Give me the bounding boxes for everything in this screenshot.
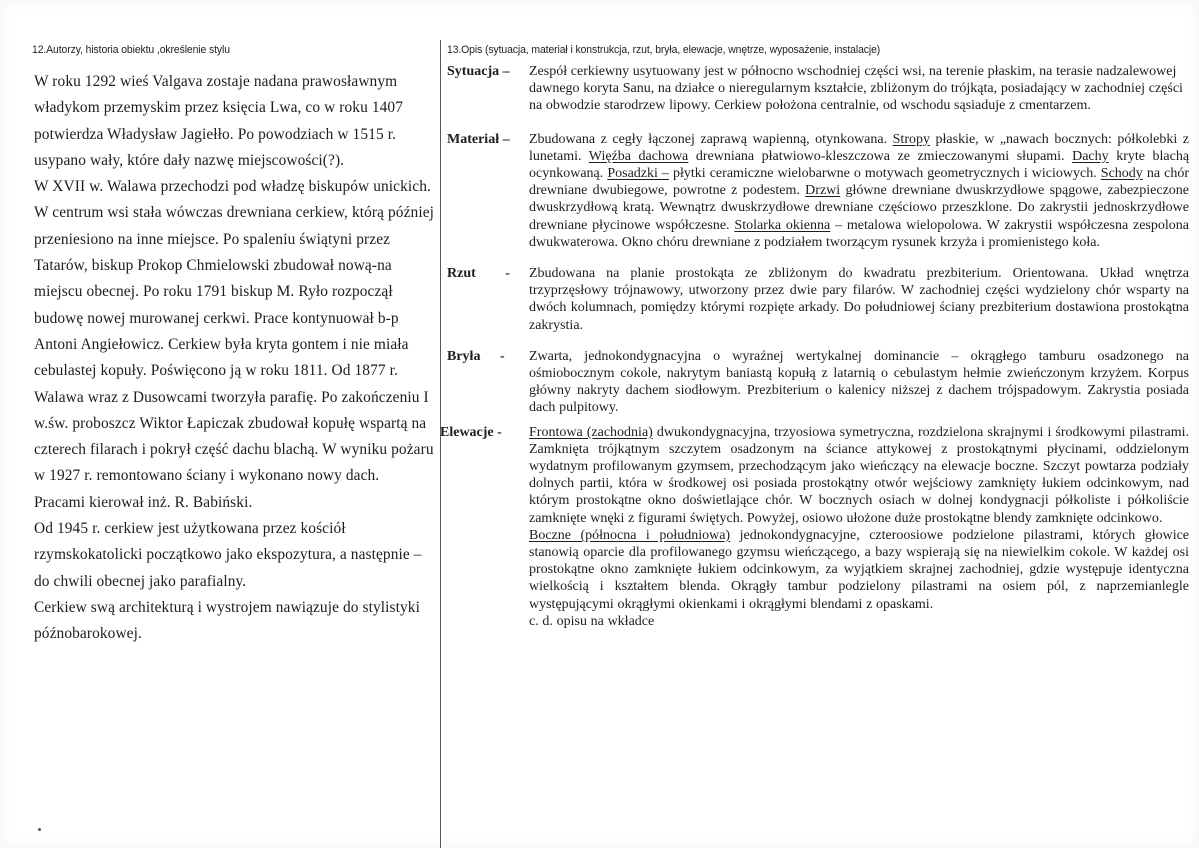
material-text-5: płytki ceramiczne wielobarwne o motywach geometrycznych i wiciowych.: [673, 166, 1097, 182]
history-header: 12.Autorzy, historia obiektu ,określenie stylu: [32, 44, 230, 56]
elewacje-boczne: [529, 527, 1189, 613]
section-bryla: [447, 348, 1189, 417]
history-text: [34, 69, 434, 648]
elewacje-term-frontowa: Frontowa (zachodnia): [529, 424, 653, 440]
material-text-6: na chór drewniane dwubiegowe, powrotne z podestem.: [529, 166, 1190, 199]
rzut-body: [529, 265, 1189, 334]
description-header: 13.Opis (sytuacja, materiał i konstrukcja, rzut, bryła, elewacje, wnętrze, wyposażenie, instalacje): [447, 44, 881, 56]
bryla-text: Zwarta, jednokondygnacyjna o wyraźnej wertykalnej dominancie – okrągłego tamburu osadzonego na ośmiobocznym cokole, nakrytym baniastą kopułą z latarnią o cebulastym hełmie zwieńczonym krzyżem. Korpus główny nakryty dachem siodłowym. Prezbiterium o kalenicy niższej z dachem trójspadowym. Zakrystia posiada dach pulpitowy.: [529, 348, 1189, 416]
bryla-label-text: Bryła: [447, 348, 481, 364]
section-sytuacja: [447, 63, 1189, 115]
elewacje-body: [529, 424, 1189, 630]
material-label: Materiał –: [447, 131, 510, 147]
material-term-stolarka: Stolarka okienna: [734, 217, 831, 233]
sytuacja-label: Sytuacja –: [447, 64, 510, 79]
description-sections: [440, 63, 1190, 630]
material-text-8: – metalowa wielopolowa. W zakrystii współczesna zespolona dwukwaterowa. Okno chóru drewniane z podziałem tworzącym rysunek krzyża i promienistego koła.: [529, 217, 1189, 250]
history-paragraph-2: W XVII w. Walawa przechodzi pod władzę biskupów unickich. W centrum wsi stała wówczas drewniana cerkiew, którą później przeniesiono na inne miejsce. Po spaleniu świątyni przez Tatarów, biskup Prokop Chmielowski zbudował nową-na miejscu obecnej. Po roku 1791 biskup M. Ryło rozpoczął budowę nowej murowanej cerkwi. Prace kontynuował b-p Antoni Angiełowicz. Cerkiew była kryta gontem i nie miała cebulastej kopuły. Poświęcono ją w roku 1811. Od 1877 r. Walawa wraz z Dusowcami tworzyła parafię. Po zakończeniu I w.św. proboszcz Wiktor Łapiczak zbudował kopułę wspartą na czterech filarach i pokrył część dachu blachą. W wyniku pożaru w 1927 r. remontowano ściany i wykonano nowy dach. Pracami kierował inż. R. Babiński.: [34, 178, 435, 511]
elewacje-label: Elewacje -: [440, 424, 502, 440]
material-term-posadzki: Posadzki –: [607, 166, 669, 182]
column-divider: [440, 40, 441, 848]
bryla-label: [447, 348, 529, 365]
material-term-drzwi: Drzwi: [805, 183, 841, 199]
bryla-dash: -: [499, 348, 505, 364]
section-rzut: [447, 265, 1189, 334]
section-elewacje: [440, 424, 1190, 630]
material-text-4: kryte blachą ocynkowaną.: [529, 148, 1190, 182]
rzut-label: [447, 265, 529, 282]
material-text-1: Zbudowana z cegły łączonej zaprawą wapienną, otynkowana.: [529, 131, 888, 147]
scan-dot: [38, 828, 41, 831]
elewacje-frontowa: [529, 424, 1189, 527]
material-text-3: drewniana płatwiowo-kleszczowa ze zmieczowanymi słupami.: [695, 148, 1065, 164]
rzut-text: Zbudowana na planie prostokąta ze zbliżonym do kwadratu prezbiterium. Orientowana. Układ wnętrza trzyprzęsłowy trójnawowy, utworzony przez dwie pary filarów. W zachodniej części wydzielony chór wsparty na dwóch kolumnach, pomiędzy którymi rozpięte arkady. Do południowej ściany prezbiterium dostawiona prostokątna zakrystia.: [529, 266, 1189, 333]
elewacje-term-boczne: Boczne (północna i południowa): [529, 527, 731, 543]
sytuacja-text: Zespół cerkiewny usytuowany jest w północno wschodniej części wsi, na terenie płaskim, na terasie nadzalewowej dawnego koryta Sanu, na działce o nieregularnym kształcie, zbliżonym do trójkąta, posiadający w zachodniej części na obwodzie starodrzew lipowy. Cerkiew położona centralnie, od wschodu sąsiaduje z cmentarzem.: [529, 64, 1183, 114]
material-term-stropy: Stropy: [892, 131, 930, 147]
bryla-body: [529, 348, 1189, 417]
elewacje-continuation: c. d. opisu na wkładce: [529, 613, 655, 629]
material-term-schody: Schody: [1100, 166, 1143, 182]
history-paragraph-1: W roku 1292 wieś Valgava zostaje nadana prawosławnym władykom przemyskim przez księcia Lwa, co w roku 1407 potwierdza Władysław Jagiełło. Po powodziach w 1515 r. usypano wały, które dały nazwę miejscowości(?).: [34, 73, 404, 169]
material-text-7: główne drewniane dwuskrzydłowe spągowe, zabezpieczone dwuskrzydłową kratą. Wewnątrz dwuskrzydłowe drewniane częściowo przeszklone. Do zakrystii jednoskrzydłowe drewniane płycinowe współczesne.: [529, 183, 1190, 233]
section-material: [447, 131, 1189, 251]
material-term-wiezba: Więźba dachowa: [588, 148, 689, 164]
history-column: [34, 44, 434, 648]
history-paragraph-3: Od 1945 r. cerkiew jest użytkowana przez kościół rzymskokatolicki początkowo jako ekspozytura, a następnie – do chwili obecnej jako parafialny.: [34, 520, 422, 590]
rzut-dash: -: [505, 266, 510, 282]
material-body: [529, 131, 1189, 251]
elewacje-text-boczne: jednokondygnacyjne, czteroosiowe podzielone pilastrami, których głowice stanowią oparcie dla profilowanego gzymsu wieńczącego, a bazy wspierają się na niewielkim cokole. W każdej osi prostokątne okno zamknięte łukiem odcinkowym, za wyjątkiem skrajnej zachodniej, gdzie występuje identyczna wielkością i kształtem blenda. Okrągły tambur podzielony pilastrami na osiem pól, z naprzemianlegle występującymi okrągłymi okienkami i okrągłymi blendami z opaskami.: [529, 527, 1190, 612]
history-paragraph-4: Cerkiew swą architekturą i wystrojem nawiązuje do stylistyki późnobarokowej.: [34, 598, 420, 643]
material-text-2: płaskie, w „nawach bocznych: półkolebki z lunetami.: [529, 131, 1190, 164]
rzut-label-text: Rzut: [447, 266, 476, 282]
description-column: [440, 44, 1190, 630]
material-term-dachy: Dachy: [1072, 148, 1109, 164]
sytuacja-body: [529, 63, 1189, 115]
elewacje-text-frontowa: dwukondygnacyjna, trzyosiowa symetryczna, rozdzielona skrajnymi i środkowymi pilastrami. Zamknięta trójkątnym szczytem osadzonym na ściance attykowej z prostokątnymi płycinami, oddzielonym wydatnym profilowanym gzymsem, przechodzącym jako wieńczący na elewacje boczne. Szczyt powtarza podziały dolnych partii, która w środkowej osi posiada prostokątny otwór wejściowy zamknięty łukiem odcinkowym, nad którym prostokątne okno doświetlające chór. W bocznych osiach w dolnej kondygnacji półkoliste i półkoliście zamknięte wnęki z figurami świętych. Powyżej, osiowo ułożone duże prostokątne blendy zamknięte odcinkowo.: [529, 424, 1190, 526]
